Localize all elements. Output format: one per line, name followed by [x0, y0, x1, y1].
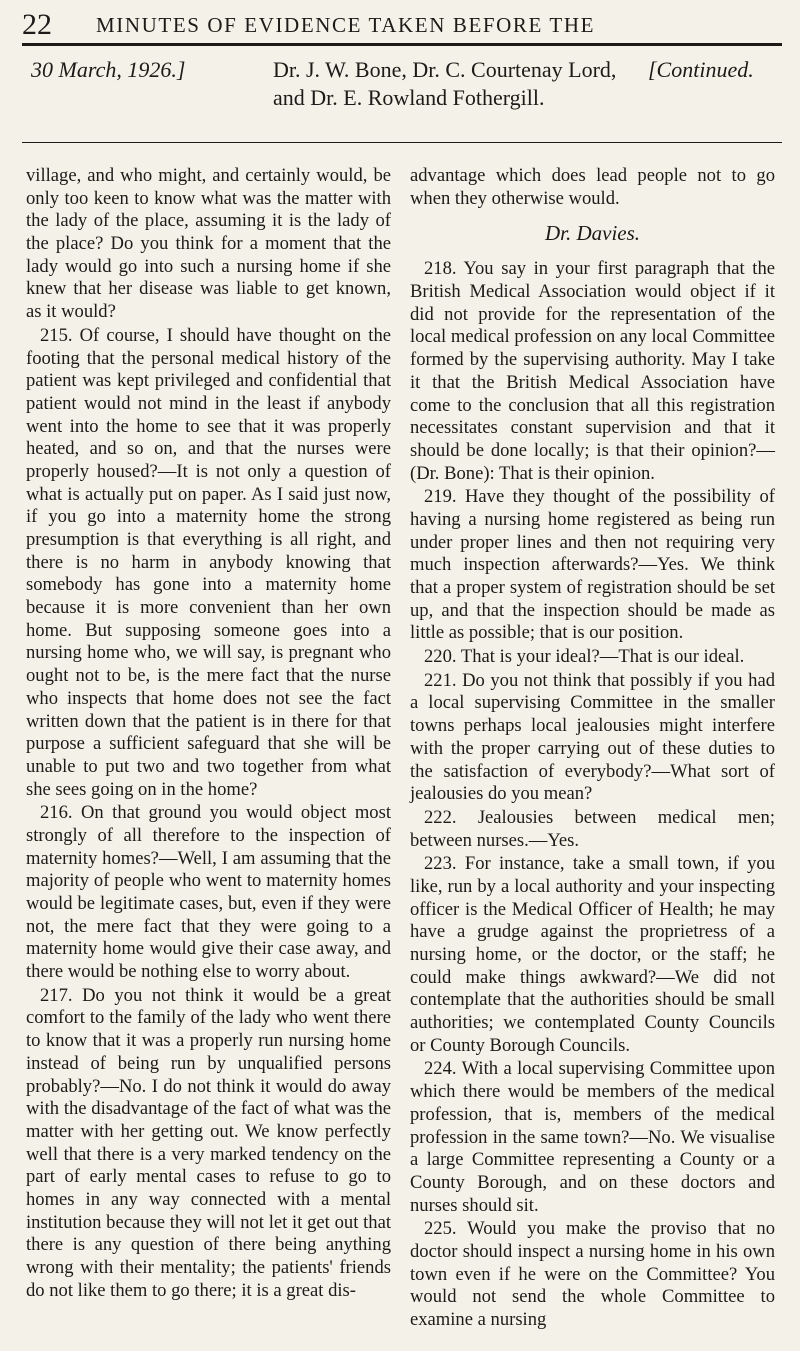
- page-number: 22: [22, 8, 52, 41]
- witness-rule: [22, 142, 782, 143]
- paragraph: 222. Jealousies between medical men; between nurses.—Yes.: [410, 806, 775, 851]
- running-title: MINUTES OF EVIDENCE TAKEN BEFORE THE: [96, 13, 596, 37]
- paragraph: 218. You say in your first paragraph that the British Medical Association would object if it did not provide for the representation of the local medical profession on any local Committee formed by the supervising authority. May I take it that the British Medical Association have come to the conclusion that all this registration necessitates constant supervision and that it should be done locally; is that their opinion?—(Dr. Bone): That is their opinion.: [410, 258, 775, 484]
- running-head: [22, 8, 782, 42]
- right-column: [410, 165, 775, 1333]
- paragraph: 215. Of course, I should have thought on the footing that the personal medical history of the patient was kept privileged and confidential that patient would not mind in the least if anybody went into the home to see that it was properly heated, and so on, and that the nurses were properly housed?—It is not only a question of what is actually put on paper. As I said just now, if you go into a maternity home the strong presumption is that everything is all right, and there is no harm in anybody knowing that somebody has gone into a maternity home because it is more convenient than her own home. But supposing someone goes into a nursing home who, we will say, is pregnant who ought not to be, is the mere fact that the nurse who inspects that home does not see the fact written down that the patient is in there for that purpose a sufficient safeguard that she will be unable to put two and two together from what she sees going on in the home?: [26, 324, 391, 800]
- session-date: 30 March, 1926.]: [31, 57, 186, 82]
- witness-names: Dr. J. W. Bone, Dr. C. Courtenay Lord, and Dr. E. Rowland Fothergill.: [273, 57, 617, 110]
- header-rule: [22, 43, 782, 46]
- continued-label: [Continued.: [648, 57, 754, 82]
- paragraph: 224. With a local supervising Committee upon which there would be members of the medical profession, that is, members of the medical profession in the same town?—No. We visualise a large Committee representing a County or a County Borough, and on these doctors and nurses should sit.: [410, 1058, 775, 1216]
- paragraph: 219. Have they thought of the possibility of having a nursing home registered as being run under proper lines and then not requiring very much inspection afterwards?—Yes. We think that a proper system of registration should be set up, and that the inspection should be made as little as possible; that is our position.: [410, 486, 775, 644]
- paragraph: 216. On that ground you would object most strongly of all therefore to the inspection of maternity homes?—Well, I am assuming that the majority of people who went to maternity homes would be legitimate cases, but, even if they were not, the mere fact that they were going to a maternity home would give their case away, and there would be nothing else to worry about.: [26, 802, 391, 983]
- paragraph: 221. Do you not think that possibly if you had a local supervising Committee in the smaller towns perhaps local jealousies might interfere with the proper carrying out of these duties to the satisfaction of everybody?—What sort of jealousies do you mean?: [410, 669, 775, 805]
- paragraph: 220. That is your ideal?—That is our ideal.: [424, 646, 745, 668]
- paragraph: 223. For instance, take a small town, if you like, run by a local authority and your inspecting officer is the Medical Officer of Health; he may have a grudge against the proprietress of a nursing home, or the doctor, or the staff; he could make things awkward?—We did not contemplate that the authorities should be small authorities; we contemplated County Councils or County Borough Councils.: [410, 853, 775, 1056]
- paragraph: 217. Do you not think it would be a great comfort to the family of the lady who went there to know that it was a properly run nursing home instead of being run by unqualified persons probably?—No. I do not think it would do away with the disadvantage of the fact of what was the matter with her getting out. We know perfectly well that there is a very marked tendency on the part of early mental cases to refuse to go to homes in any way connected with a mental institution because they will not let it get out that there is any question of there being anything wrong with their mentality; the patients' friends do not like them to go there; it is a great dis-: [26, 984, 391, 1301]
- speaker-heading: Dr. Davies.: [544, 221, 641, 246]
- left-column: [26, 165, 391, 1303]
- paragraph: advantage which does lead people not to go when they otherwise would.: [410, 165, 775, 209]
- paragraph: 225. Would you make the proviso that no doctor should inspect a nursing home in his own town even if he were on the Committee? You would not send the whole Committee to examine a nursing: [410, 1218, 775, 1330]
- paragraph: village, and who might, and certainly would, be only too keen to know what was the matter with the lady of the place, assuming it is the lady of the place? Do you think for a moment that the lady would go into such a nursing home if she knew that her disease was liable to get known, as it would?: [26, 165, 391, 323]
